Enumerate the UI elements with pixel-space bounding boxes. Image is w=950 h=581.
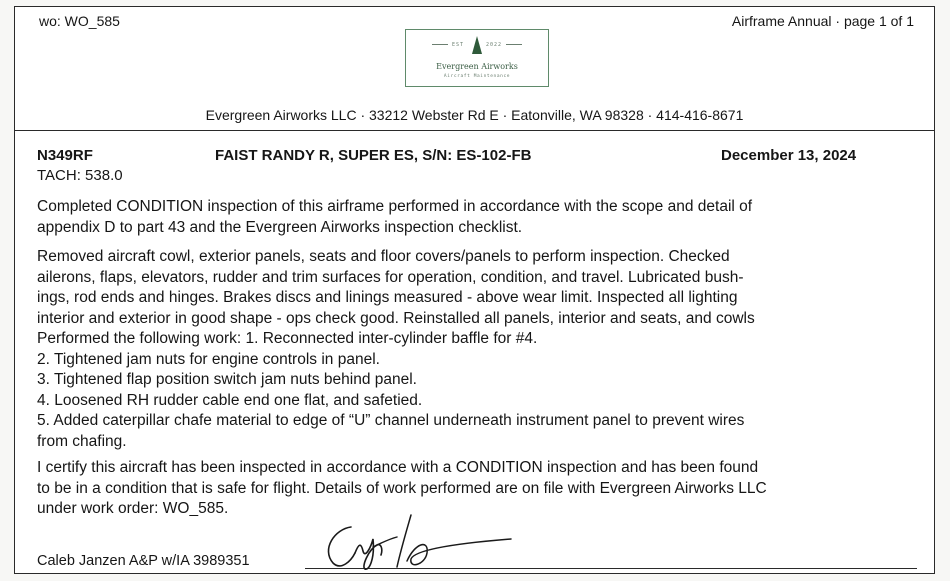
text-line: 5. Added caterpillar chafe material to edge of “U” channel underneath instrument panel to prevent wires (37, 412, 745, 429)
logo-subtitle: Aircraft Maintenance (443, 74, 511, 79)
company-address: Evergreen Airworks LLC · 33212 Webster Rd E · Eatonville, WA 98328 · 414-416-8671 (205, 107, 744, 123)
owner-model-serial: FAIST RANDY R, SUPER ES, S/N: ES-102-FB (215, 147, 532, 164)
inspection-date: December 13, 2024 (721, 147, 857, 164)
handwritten-signature (311, 509, 541, 573)
work-order-form (14, 6, 935, 574)
text-line: under work order: WO_585. (37, 500, 229, 517)
aircraft-registration: N349RF (37, 147, 93, 164)
text-line: interior and exterior in good shape - ops check good. Reinstalled all panels, interior and seats, and cowls (37, 309, 755, 327)
work-performed-paragraph (37, 247, 917, 452)
text-line: from chafing. (37, 432, 127, 450)
text-line: Removed aircraft cowl, exterior panels, seats and floor covers/panels to perform inspection. Checked (37, 248, 730, 265)
text-line: 3. Tightened flap position switch jam nuts behind panel. (37, 371, 417, 388)
intro-paragraph (37, 197, 917, 238)
document-title: Airframe Annual · page 1 of 1 (731, 13, 914, 29)
logo-established: EST 2022 (406, 42, 548, 48)
text-line: ings, rod ends and hinges. Brakes discs and linings measured - above wear limit. Inspected all lighting (37, 289, 738, 306)
signer-name: Caleb Janzen A&P w/IA 3989351 (37, 553, 250, 569)
logo-name: Evergreen Airworks (436, 62, 518, 71)
text-line: to be in a condition that is safe for flight. Details of work performed are on file with Evergreen Airworks LLC (37, 479, 767, 497)
text-line: ailerons, flaps, elevators, rudder and trim surfaces for operation, condition, and travel. Lubricated bush- (37, 268, 744, 286)
text-line: 2. Tightened jam nuts for engine controls in panel. (37, 350, 380, 368)
text-line: Performed the following work: 1. Reconnected inter-cylinder baffle for #4. (37, 330, 538, 347)
header-divider (15, 130, 934, 131)
company-logo (405, 29, 549, 87)
text-line: appendix D to part 43 and the Evergreen Airworks inspection checklist. (37, 218, 523, 236)
tach-reading: TACH: 538.0 (37, 167, 123, 184)
work-order-number: wo: WO_585 (39, 13, 120, 29)
text-line: Completed CONDITION inspection of this airframe performed in accordance with the scope and detail of (37, 198, 753, 215)
text-line: I certify this aircraft has been inspected in accordance with a CONDITION inspection and has been found (37, 459, 759, 476)
text-line: 4. Loosened RH rudder cable end one flat, and safetied. (37, 391, 423, 409)
